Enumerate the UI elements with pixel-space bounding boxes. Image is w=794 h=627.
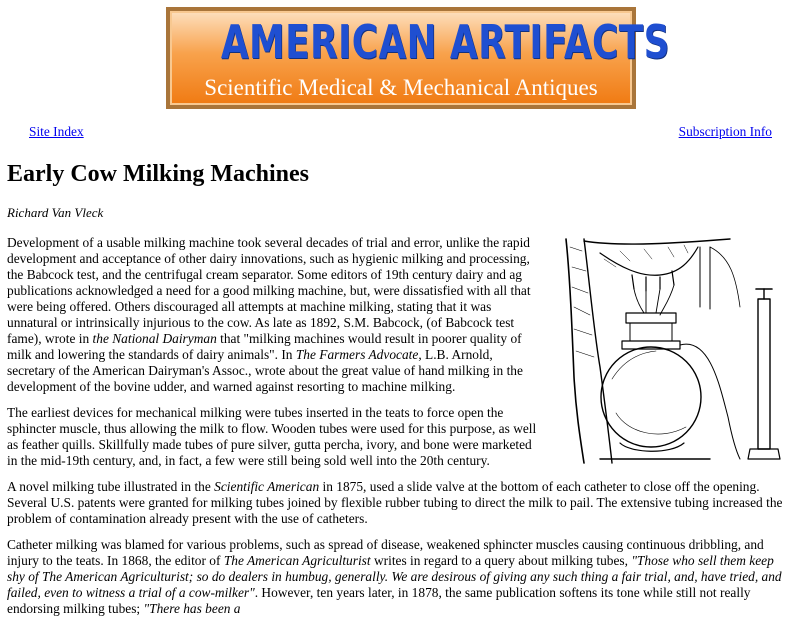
- article-body: [7, 235, 791, 627]
- paragraph-4: Catheter milking was blamed for various problems, such as spread of disease, weakened sphincter muscles causing continuous dribbling, and injury to the teats. In 1868, the editor of The American Agriculturist writes in regard to a query about milking tubes, "Those who sell them keep shy of The American Agriculturist; so do dealers in humbug, generally. We are desirous of giving any such thing a fair trial, and, have tried, and failed, even to witness a trial of a cow-milker". However, ten years later, in 1878, the same publication softens its tone while still not really endorsing milking tubes; "There has been a: [7, 537, 782, 616]
- paragraph-3: A novel milking tube illustrated in the Scientific American in 1875, used a slide valve at the bottom of each catheter to close off the opening. Several U.S. patents were granted for milking tubes joined by flexible rubber tubing to direct the milk to pail. The extensive tubing increased the problem of contamination already present with the use of catheters.: [7, 479, 783, 526]
- author-byline: Richard Van Vleck: [7, 205, 104, 220]
- subscription-info-link[interactable]: Subscription Info: [678, 124, 772, 139]
- banner-subtitle: Scientific Medical & Mechanical Antiques: [204, 75, 598, 100]
- banner-title: AMERICAN ARTIFACTS: [220, 15, 670, 69]
- paragraph-1: Development of a usable milking machine took several decades of trial and error, unlike the rapid development and acceptance of other dairy innovations, such as hygienic milking and processing, the Babcock test, and the centrifugal cream separator. Some editors of 19th century dairy and ag publications acknowledged a need for a good milking machine, but, were dissatisfied with all that were being offered. Others discouraged all attempts at machine milking, stating that it was unnatural or intrinsically injurious to the cow. As late as 1892, S.M. Babcock, (of Babcock test fame), wrote in the National Dairyman that "milking machines would result in poorer quality of milk and lowering the standards of dairy animals". In The Farmers Advocate, L.B. Arnold, secretary of the American Dairyman's Assoc., wrote about the great value of hand milking in the development of the bovine udder, and warned against resorting to machine milking.: [7, 235, 531, 394]
- page-title: Early Cow Milking Machines: [7, 161, 310, 187]
- site-index-link[interactable]: Site Index: [29, 124, 84, 139]
- paragraph-2: The earliest devices for mechanical milking were tubes inserted in the teats to force open the sphincter muscle, thus allowing the milk to flow. Wooden tubes were used for this purpose, as well as feather quills. Skillfully made tubes of pure silver, gutta percha, ivory, and bone were marketed in the mid-19th century, and, in fact, a few were still being sold well into the 20th century.: [7, 405, 537, 468]
- site-banner: [166, 7, 670, 109]
